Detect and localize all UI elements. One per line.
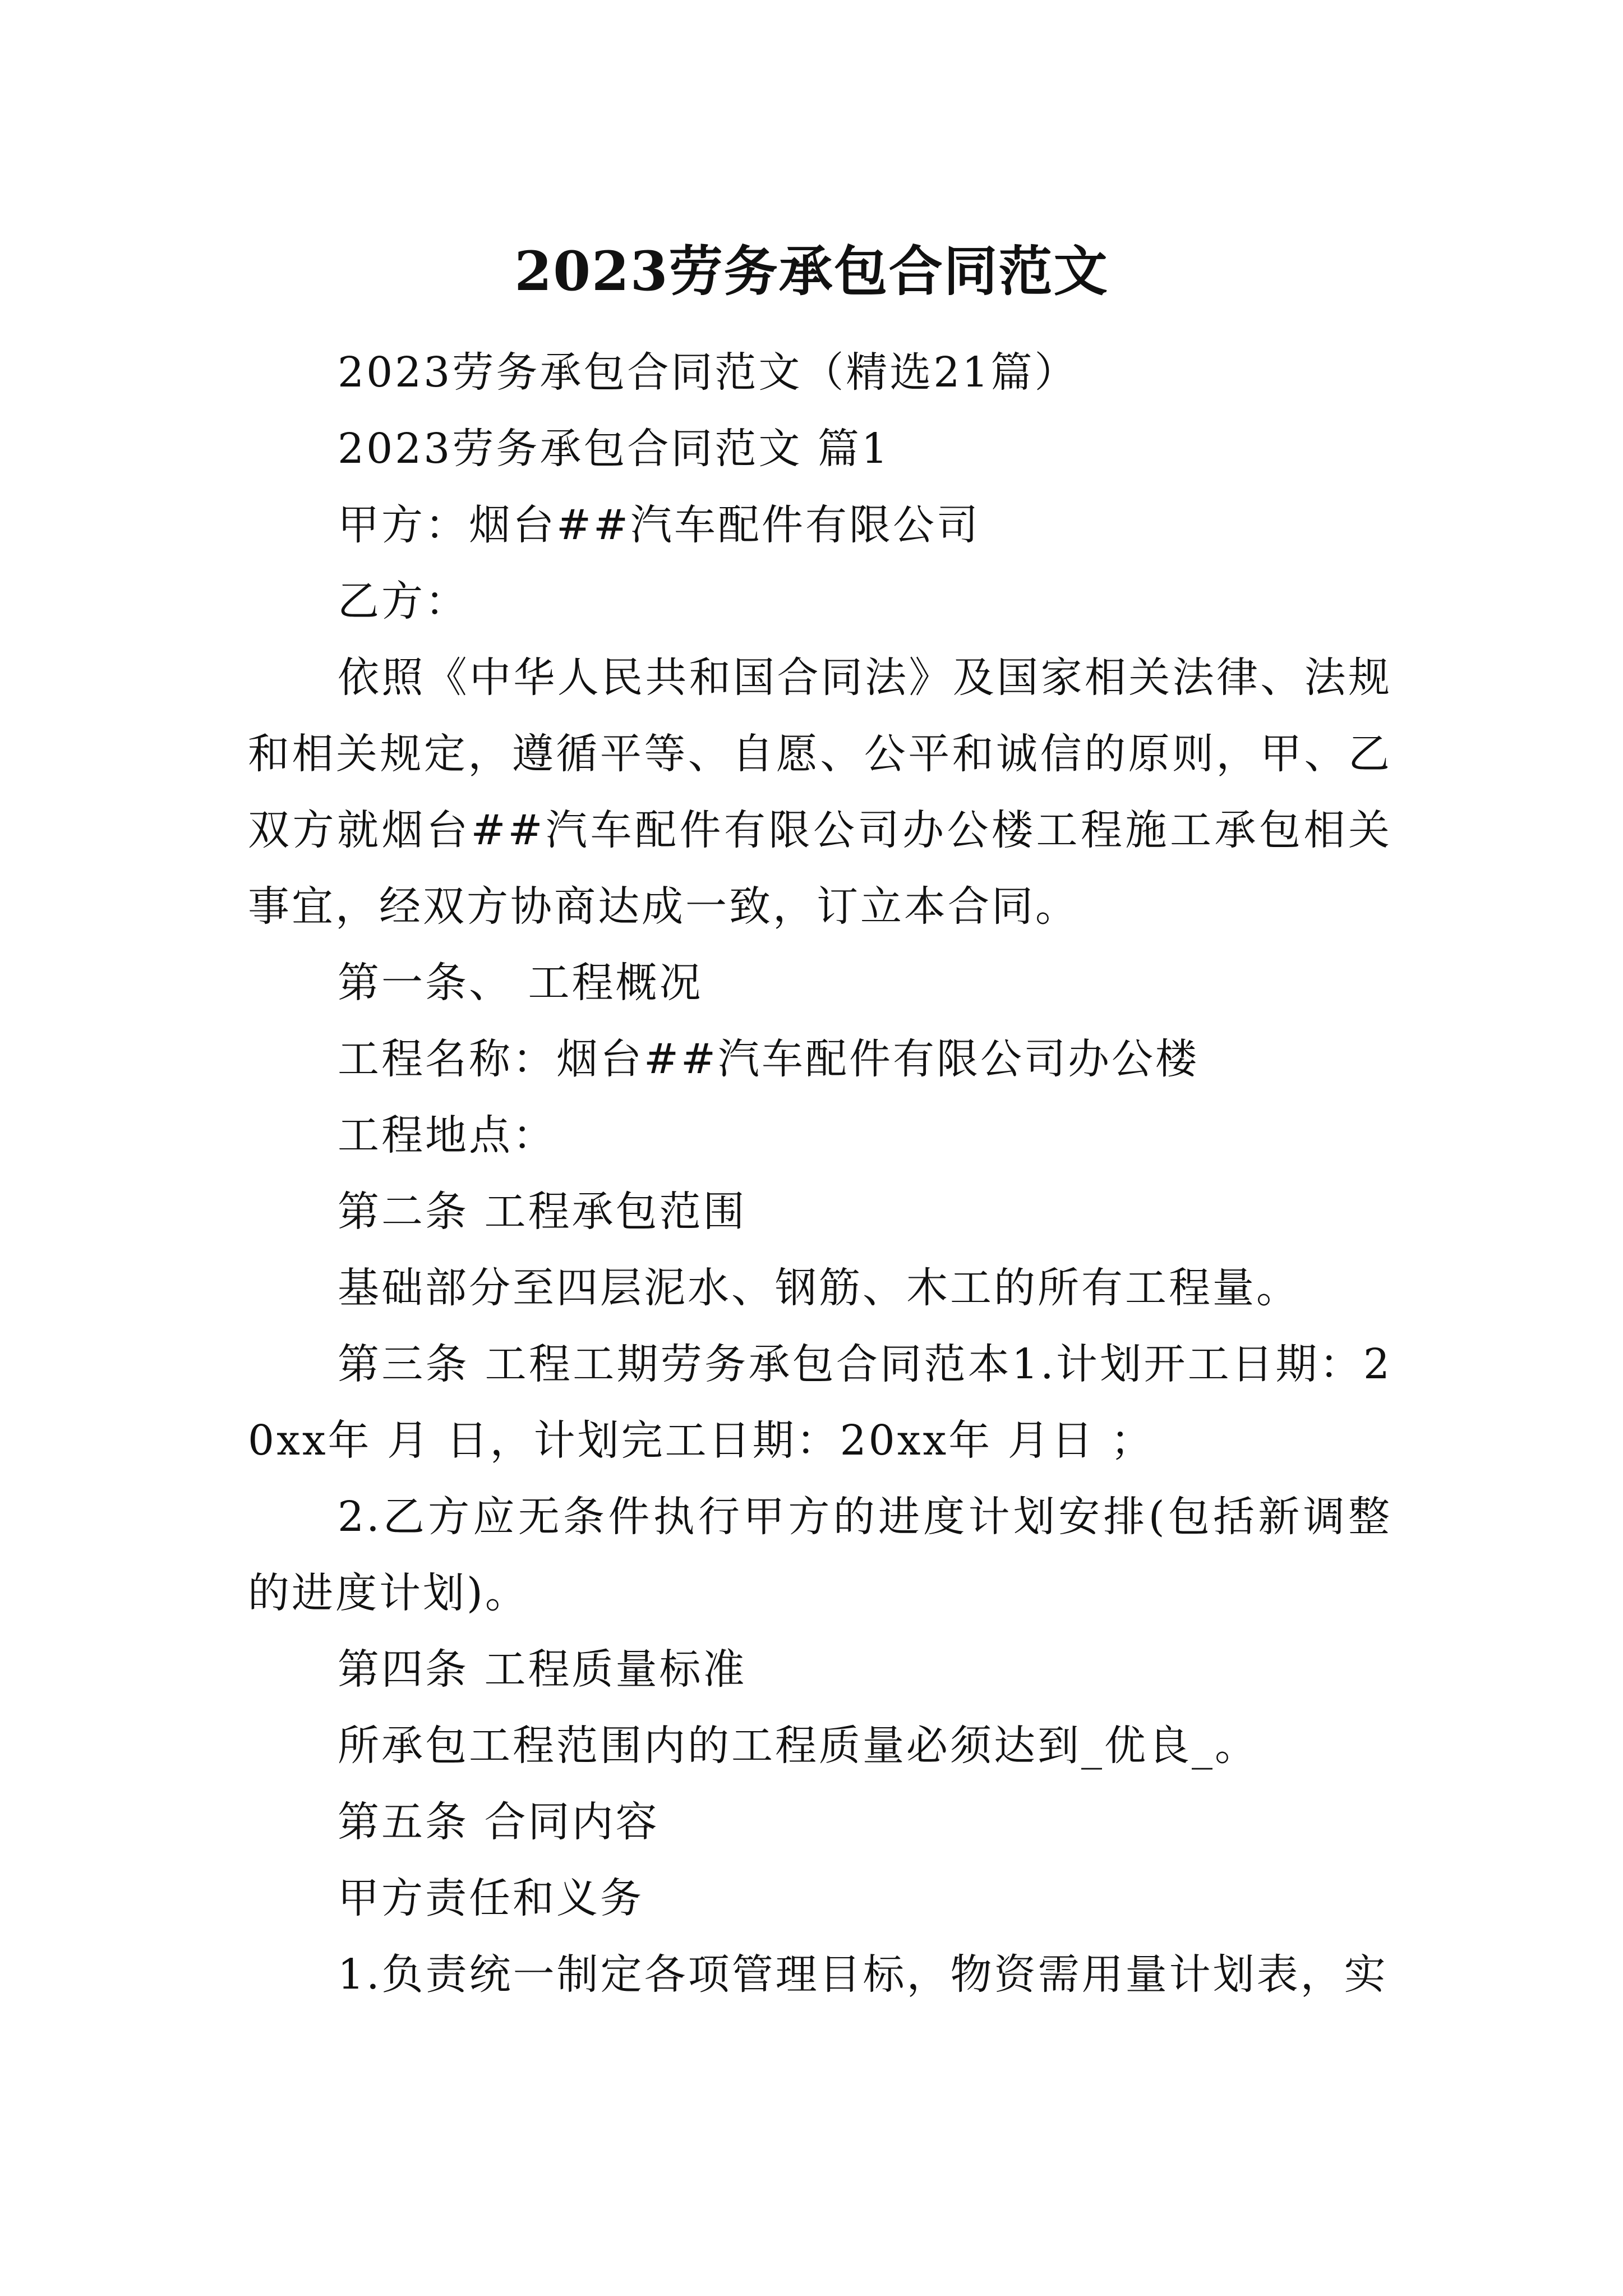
- article-1-heading: 第一条、 工程概况: [338, 959, 703, 1007]
- party-b-line: 乙方：: [338, 577, 469, 625]
- party-a-duties-heading: 甲方责任和义务: [338, 1874, 644, 1922]
- project-location-line: 工程地点：: [338, 1111, 556, 1159]
- quality-paragraph: 所承包工程范围内的工程质量必须达到_优良_。: [338, 1722, 1258, 1770]
- subtitle-paragraph: 2023劳务承包合同范文（精选21篇）: [338, 348, 1078, 397]
- article-4-heading: 第四条 工程质量标准: [338, 1645, 747, 1694]
- scope-paragraph: 基础部分至四层泥水、钢筋、木工的所有工程量。: [338, 1264, 1300, 1312]
- duty-1-paragraph: 1.负责统一制定各项管理目标，物资需用量计划表，实: [338, 1950, 1388, 1999]
- article-3-paragraph: 第三条 工程工期劳务承包合同范本1.计划开工日期：20xx年 月 日，计划完工日期：20xx年 月日 ；: [248, 1340, 1392, 1465]
- preamble-paragraph: 依照《中华人民共和国合同法》及国家相关法律、法规和相关规定，遵循平等、自愿、公平和诚信的原则，甲、乙双方就烟台##汽车配件有限公司办公楼工程施工承包相关事宜，经双方协商达成一致，订立本合同。: [248, 654, 1392, 931]
- schedule-paragraph: 2.乙方应无条件执行甲方的进度计划安排(包括新调整的进度计划)。: [248, 1493, 1392, 1617]
- party-a-line: 甲方：烟台##汽车配件有限公司: [338, 501, 981, 549]
- document-body: [248, 334, 1392, 2013]
- article-5-heading: 第五条 合同内容: [338, 1798, 660, 1846]
- article-2-heading: 第二条 工程承包范围: [338, 1188, 747, 1236]
- document-title: 2023劳务承包合同范文: [514, 240, 1109, 303]
- project-name-line: 工程名称：烟台##汽车配件有限公司办公楼: [338, 1035, 1200, 1083]
- section-heading-1: 2023劳务承包合同范文 篇1: [338, 425, 890, 473]
